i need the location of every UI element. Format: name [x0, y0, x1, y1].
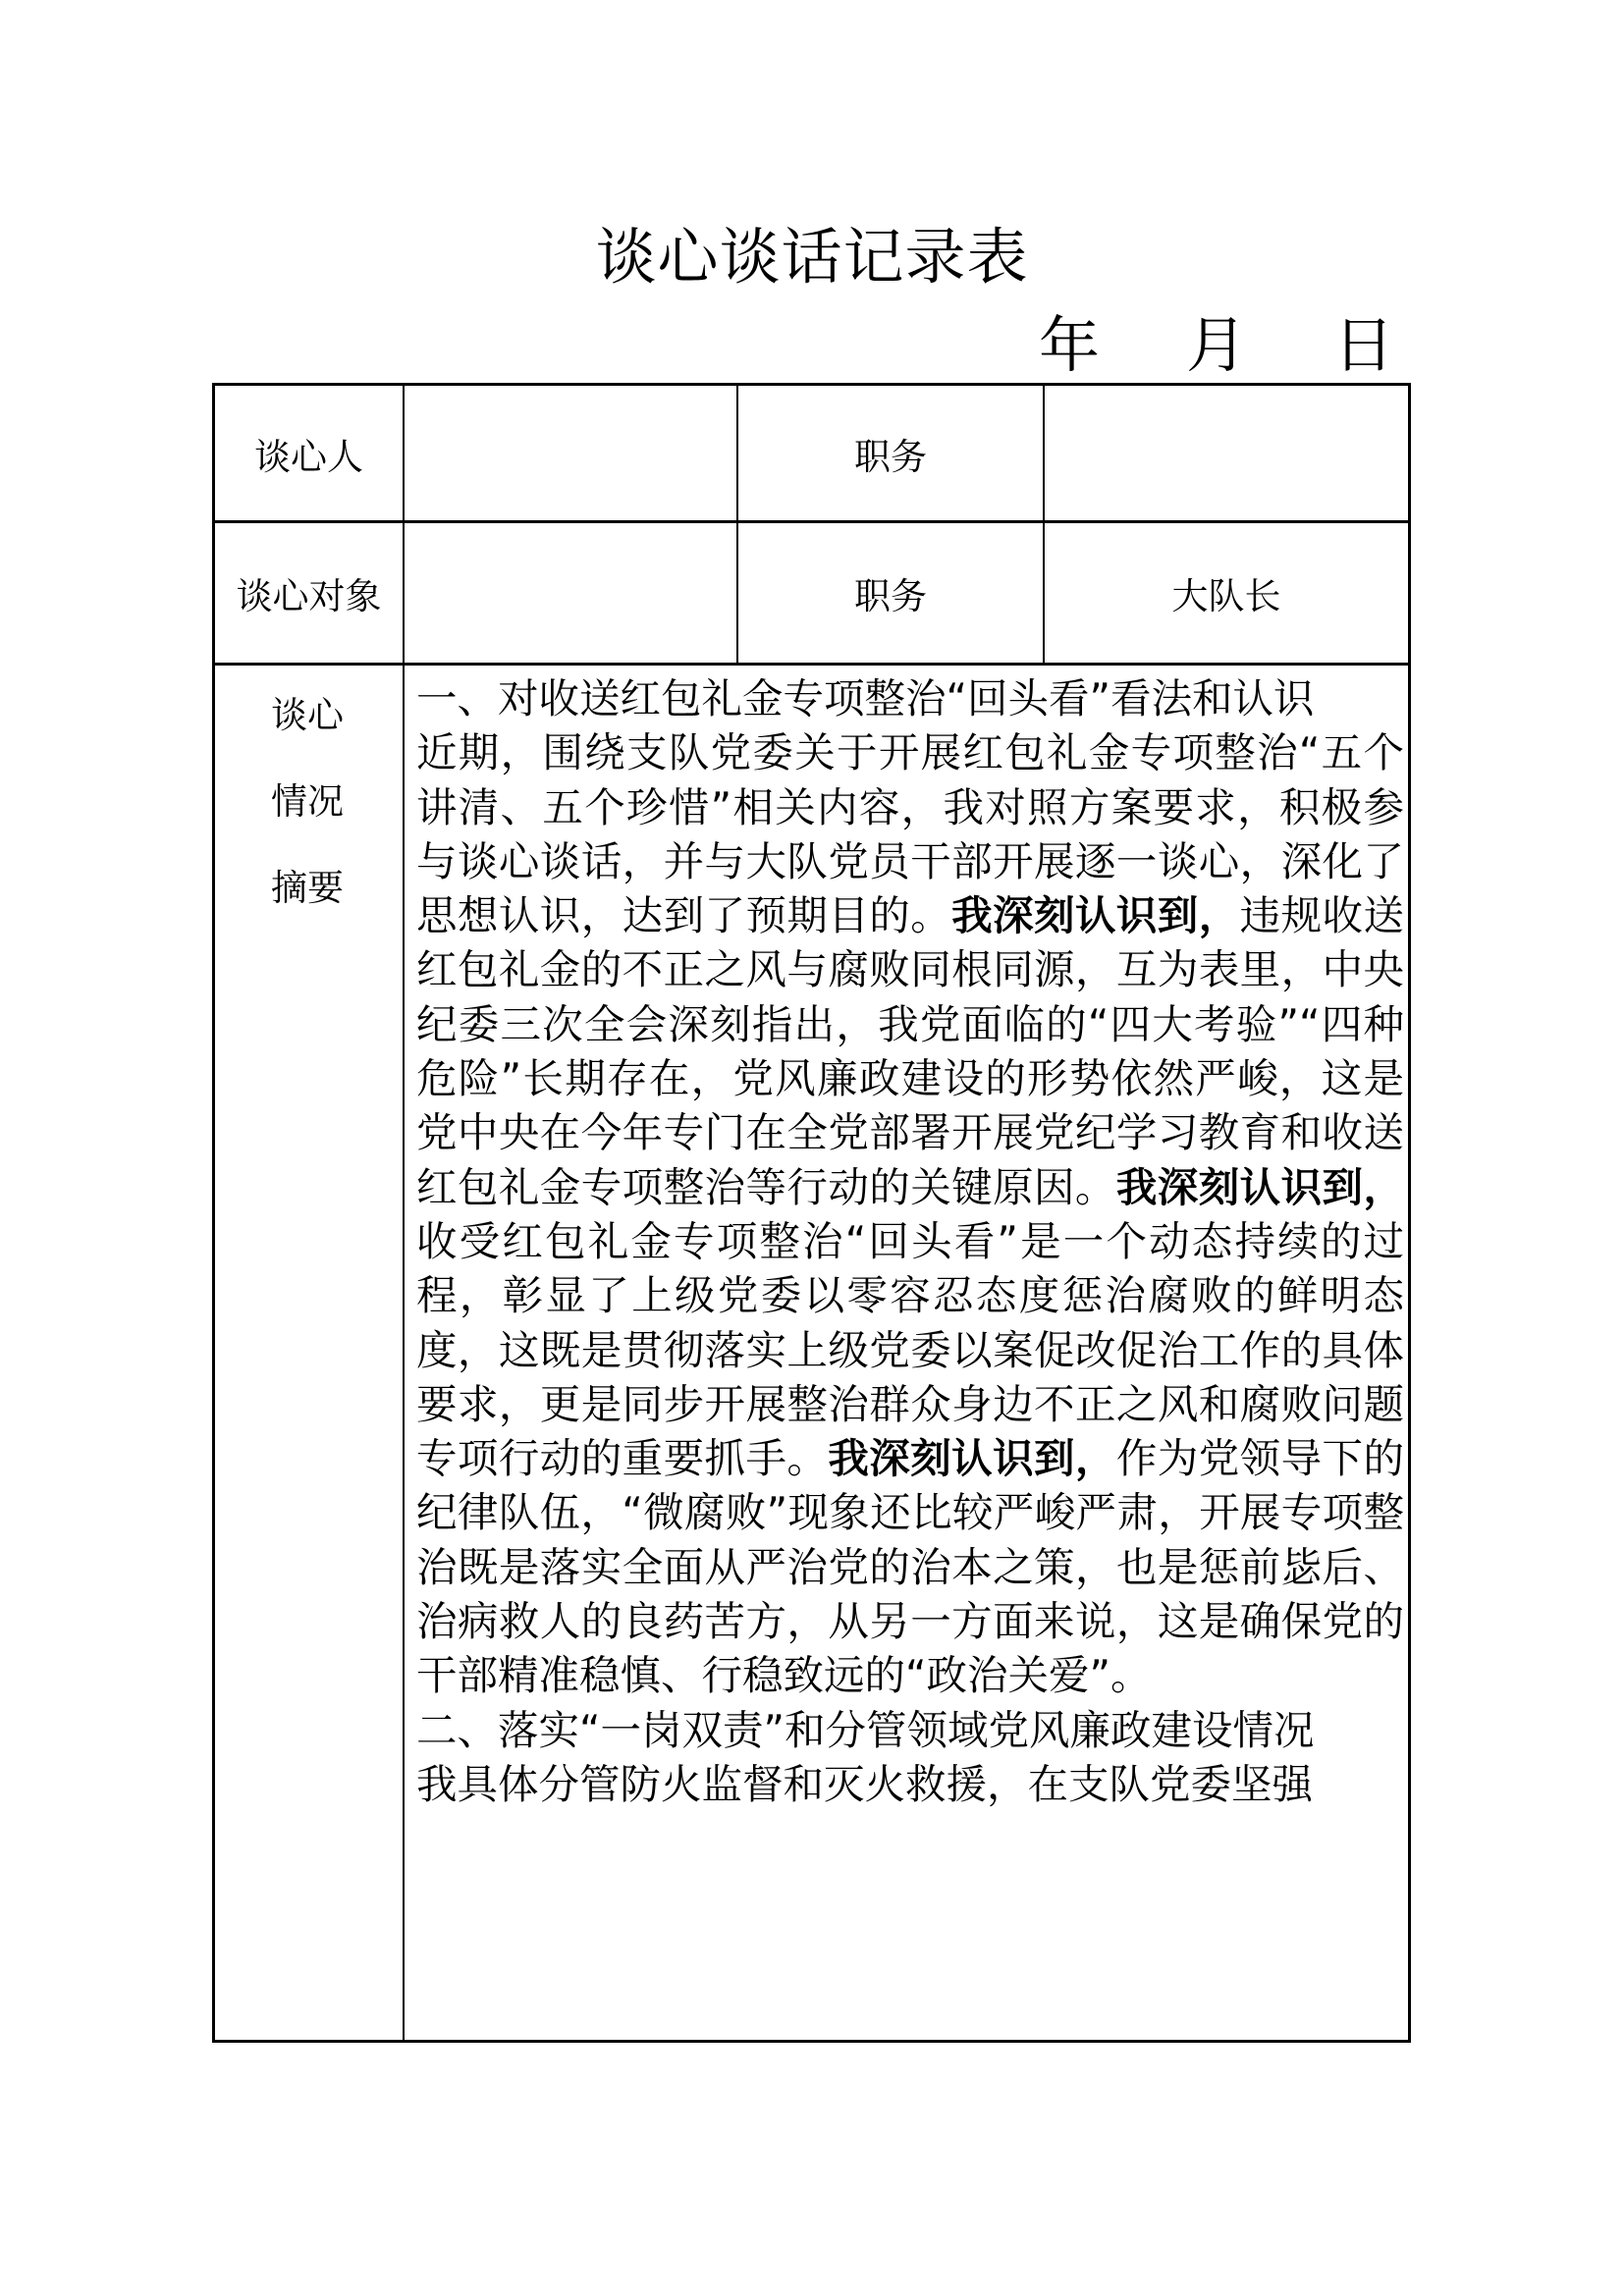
talker-position-field[interactable]: [1045, 386, 1408, 520]
talkee-position-label: 职务: [854, 575, 927, 617]
talkee-label: 谈心对象: [236, 575, 382, 617]
talker-position-label: 职务: [854, 435, 927, 478]
emphasis-text: 我深刻认识到，: [1115, 1162, 1404, 1211]
date-month-label: 月: [1186, 309, 1248, 381]
section-1-paragraph: 近期，围绕支队党委关于开展红包礼金专项整治“五个讲清、五个珍惜”相关内容，我对照方案要求，积极参与谈心谈话，并与大队党员干部开展逐一谈心，深化了思想认识，达到了预期目的。我深刻认识到，违规收送红包礼金的不正之风与腐败同根同源，互为表里，中央纪委三次全会深刻指出，我党面临的“四大考验”“四种危险”长期存在，党风廉政建设的形势依然严峻，这是党中央在今年专门在全党部署开展党纪学习教育和收送红包礼金专项整治等行动的关键原因。我深刻认识到，收受红包礼金专项整治“回头看”是一个动态持续的过程，彰显了上级党委以零容忍态度惩治腐败的鲜明态度，这既是贯彻落实上级党委以案促改促治工作的具体要求，更是同步开展整治群众身边不正之风和腐败问题专项行动的重要抓手。我深刻认识到，作为党领导下的纪律队伍，“微腐败”现象还比较严峻严肃，开展专项整治既是落实全面从严治党的治本之策，也是惩前毖后、治病救人的良药苦方，从另一方面来说，这是确保党的干部精准稳慎、行稳致远的“政治关爱”。: [416, 728, 1404, 1700]
talker-name-field[interactable]: [405, 386, 736, 520]
date-year-label: 年: [1039, 309, 1101, 381]
section-heading-1: 一、对收送红包礼金专项整治“回头看”看法和认识: [416, 674, 1315, 722]
date-day-label: 日: [1333, 309, 1395, 381]
section-heading-2: 二、落实“一岗双责”和分管领域党风廉政建设情况: [416, 1705, 1315, 1754]
emphasis-text: 我深刻认识到，: [951, 891, 1240, 940]
summary-label-line: 谈心: [271, 694, 344, 736]
talkee-name-field[interactable]: [405, 523, 736, 663]
section-2-paragraph: 我具体分管防火监督和灭火救援，在支队党委坚强: [416, 1759, 1314, 1808]
summary-content[interactable]: [416, 671, 1404, 1811]
emphasis-text: 我深刻认识到，: [828, 1434, 1116, 1483]
talker-label: 谈心人: [254, 435, 363, 478]
row-divider: [215, 663, 1408, 666]
summary-label-line: 摘要: [271, 867, 344, 909]
summary-label-line: 情况: [271, 780, 344, 823]
date-line: [1039, 306, 1412, 385]
talkee-position-field[interactable]: 大队长: [1171, 575, 1281, 617]
summary-label: [212, 672, 403, 932]
document-title: 谈心谈话记录表: [595, 221, 1029, 293]
